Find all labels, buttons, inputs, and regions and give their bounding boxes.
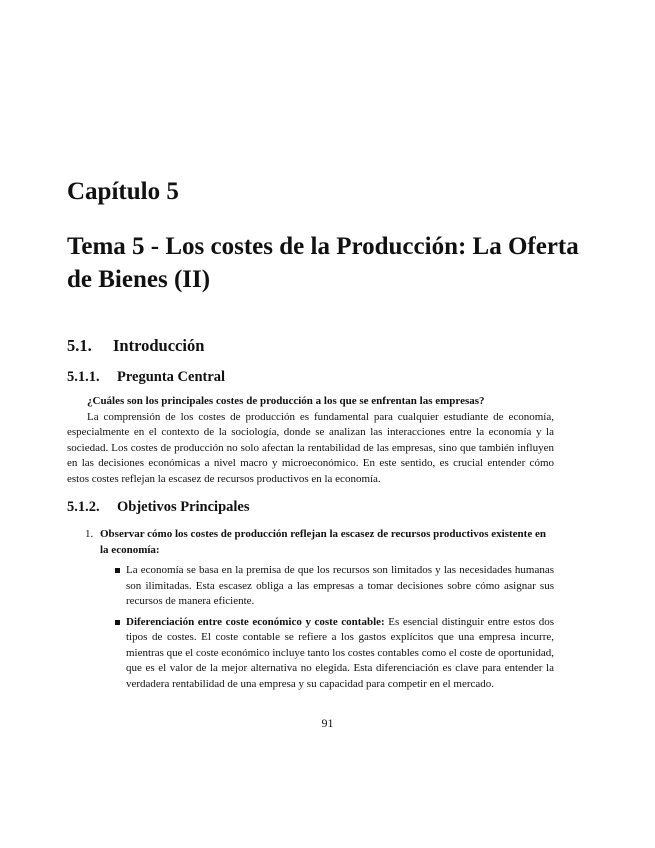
subsection-title: Pregunta Central [117,369,226,385]
chapter-label: Capítulo 5 [67,178,179,205]
objectives-list [67,527,554,558]
chapter-title: Tema 5 - Los costes de la Producción: La Oferta de Bienes (II) [67,233,579,293]
central-question-block [67,394,554,487]
central-question: ¿Cuáles son los principales costes de producción a los que se enfrentan las empresas? [87,395,485,407]
subsection-heading-central-question [67,369,225,386]
list-item [126,563,554,610]
bullet-text: La economía se basa en la premisa de que los recursos son limitados y las necesidades humanas son ilimitadas. Esta escasez obliga a las empresas a tomar decisiones sobre cómo asignar sus recursos de manera eficiente. [126,564,554,607]
list-item-text: Observar cómo los costes de producción reflejan la escasez de recursos productivos existente en la economía: [100,528,546,556]
subsection-number: 5.1.1. [67,369,100,385]
subsection-number: 5.1.2. [67,499,100,515]
bullet-icon [115,568,120,573]
section-title: Introducción [113,336,205,355]
subsection-heading-objectives [67,499,250,516]
bullet-lead: Diferenciación entre coste económico y coste contable: [126,615,385,628]
section-heading [67,336,204,356]
intro-paragraph: La comprensión de los costes de producción es fundamental para cualquier estudiante de economía, especialmente en el contexto de la sociología, donde se analizan las interacciones entre la economía y la sociedad. Los costes de producción no solo afectan la rentabilidad de las empresas, sino que también influyen en las decisiones económicas a nivel macro y microeconómico. En este sentido, es crucial entender cómo estos costes reflejan la escasez de recursos productivos en la economía. [67,410,554,485]
bullet-icon [115,620,120,625]
list-item [67,527,554,558]
list-item [126,615,554,693]
page-number: 91 [321,716,334,730]
section-number: 5.1. [67,336,92,355]
list-item-number: 1. [85,528,94,540]
objective-bullets [126,563,554,697]
bullet-text: Es esencial distinguir entre estos dos tipos de costes. El coste contable se refiere a los gastos explícitos que una empresa incurre, mientras que el coste económico incluye tanto los costes contables como el coste de oportunidad, que es el valor de la mejor alternativa no elegida. Esta diferenciación es clave para entender la verdadera rentabilidad de una empresa y su capacidad para competir en el mercado. [126,615,554,690]
subsection-title: Objetivos Principales [117,499,250,515]
